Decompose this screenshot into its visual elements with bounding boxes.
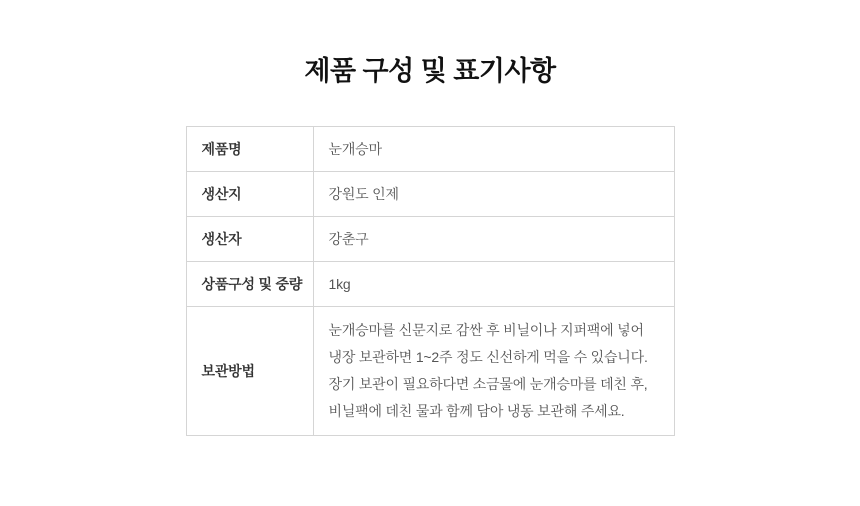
row-label: 생산자: [186, 217, 313, 262]
table-row-product-name: [186, 127, 674, 172]
page-title: 제품 구성 및 표기사항: [304, 56, 556, 86]
row-label: 생산지: [186, 172, 313, 217]
row-label: 제품명: [186, 127, 313, 172]
row-value: 강원도 인제: [313, 172, 674, 217]
row-label: 상품구성 및 중량: [186, 262, 313, 307]
row-value: 강춘구: [313, 217, 674, 262]
row-value: 눈개승마를 신문지로 감싼 후 비닐이나 지퍼팩에 넣어 냉장 보관하면 1~2주 정도 신선하게 먹을 수 있습니다. 장기 보관이 필요하다면 소금물에 눈개승마를 데친 후, 비닐팩에 데친 물과 함께 담아 냉동 보관해 주세요.: [313, 307, 674, 436]
product-info-page: [0, 55, 860, 506]
table-row-storage-method: [186, 307, 674, 436]
table-row-origin: [186, 172, 674, 217]
product-info-table: [186, 126, 675, 436]
row-value: 눈개승마: [313, 127, 674, 172]
table-row-producer: [186, 217, 674, 262]
product-info-table-body: [186, 127, 674, 436]
row-label: 보관방법: [186, 307, 313, 436]
row-value: 1kg: [313, 262, 674, 307]
table-row-weight: [186, 262, 674, 307]
